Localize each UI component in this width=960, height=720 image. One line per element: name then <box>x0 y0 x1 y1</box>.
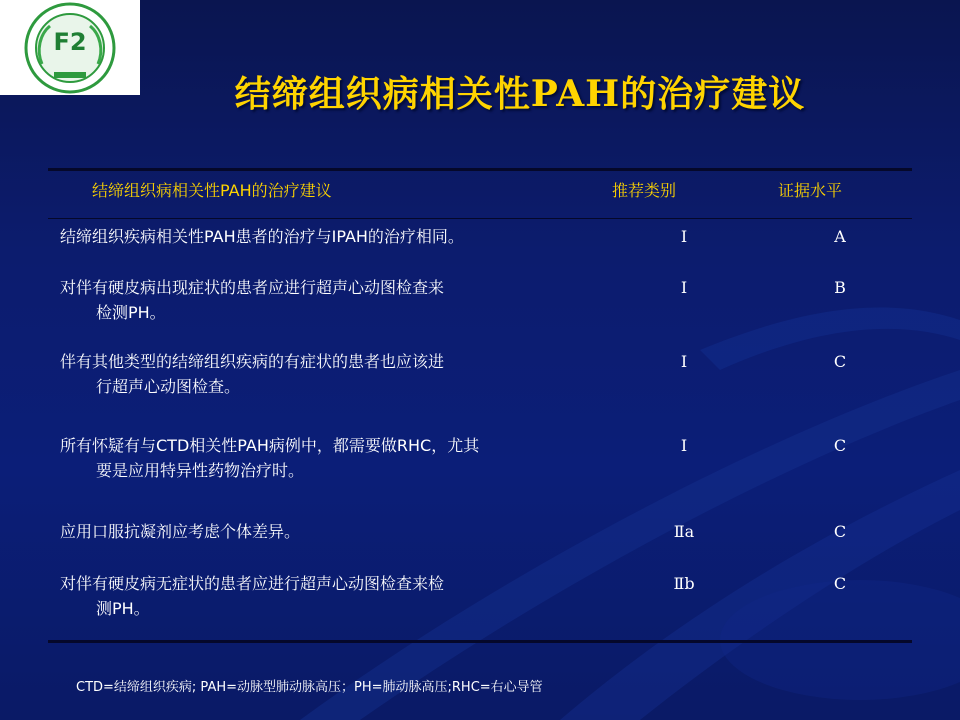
recommendation-text <box>60 519 600 544</box>
recommendation-text <box>60 349 600 399</box>
recommendation-class: Ⅰ <box>680 227 688 246</box>
recommendation-class: Ⅱa <box>673 522 695 541</box>
table-top-rule <box>48 168 912 171</box>
recommendation-class: Ⅰ <box>680 278 688 297</box>
evidence-level: C <box>833 436 847 455</box>
evidence-level: C <box>833 352 847 371</box>
recommendation-line-2: 检测PH。 <box>96 303 166 322</box>
abbreviation-footnote: CTD=结缔组织疾病; PAH=动脉型肺动脉高压；PH=肺动脉高压;RHC=右心导管 <box>76 680 543 695</box>
recommendation-class: Ⅰ <box>680 352 688 371</box>
header-rule <box>48 218 912 219</box>
evidence-level: B <box>834 278 846 297</box>
recommendation-class: Ⅰ <box>680 436 688 455</box>
header-level: 证据水平 <box>778 181 843 200</box>
recommendation-line-2: 要是应用特异性药物治疗时。 <box>96 461 305 480</box>
evidence-level: C <box>833 522 847 541</box>
recommendation-line-1: 所有怀疑有与CTD相关性PAH病例中，都需要做RHC，尤其 <box>60 436 480 455</box>
table-bottom-rule <box>48 640 912 643</box>
recommendation-line-2: 行超声心动图检查。 <box>96 377 241 396</box>
recommendation-text <box>60 275 600 325</box>
header-recommendation: 结缔组织病相关性PAH的治疗建议 <box>92 181 332 200</box>
header-class: 推荐类别 <box>612 181 677 200</box>
recommendation-line-1: 结缔组织疾病相关性PAH患者的治疗与IPAH的治疗相同。 <box>60 227 464 246</box>
recommendation-text <box>60 571 600 621</box>
slide-title: 结缔组织病相关性PAH的治疗建议 <box>234 73 806 115</box>
evidence-level: A <box>834 227 846 246</box>
logo-mark: F2 <box>53 28 87 56</box>
recommendation-line-1: 对伴有硬皮病出现症状的患者应进行超声心动图检查来 <box>60 278 445 297</box>
recommendation-text <box>60 224 600 249</box>
recommendation-line-1: 应用口服抗凝剂应考虑个体差异。 <box>60 522 301 541</box>
recommendation-line-1: 对伴有硬皮病无症状的患者应进行超声心动图检查来检 <box>60 574 445 593</box>
recommendation-class: Ⅱb <box>673 574 695 593</box>
recommendation-text <box>60 433 600 483</box>
recommendation-line-1: 伴有其他类型的结缔组织疾病的有症状的患者也应该进 <box>60 352 445 371</box>
recommendation-line-2: 测PH。 <box>96 599 150 618</box>
evidence-level: C <box>833 574 847 593</box>
